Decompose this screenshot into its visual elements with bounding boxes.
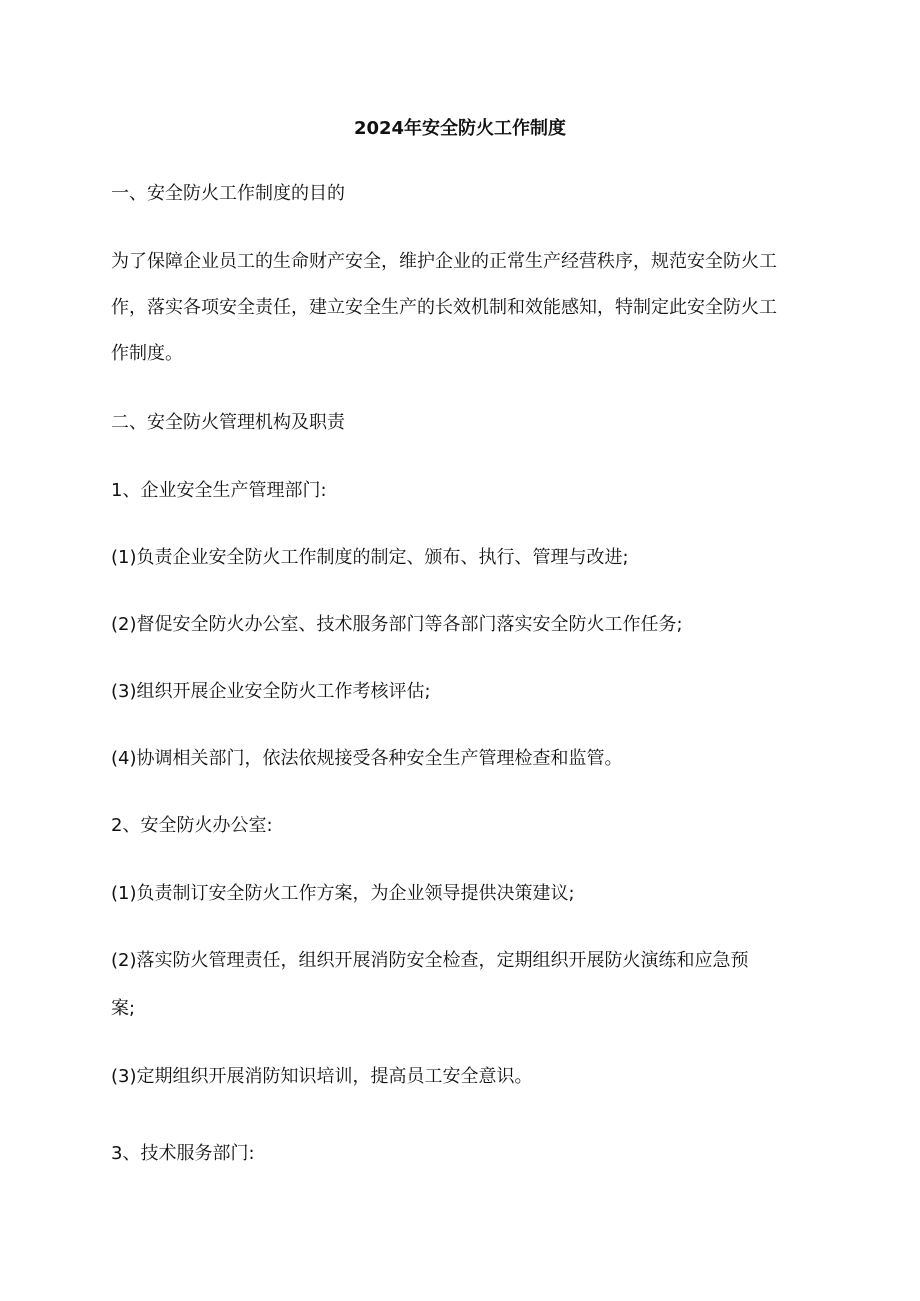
list-item: (2)落实防火管理责任，组织开展消防安全检查，定期组织开展防火演练和应急预	[111, 950, 749, 971]
paragraph-line: 作，落实各项安全责任，建立安全生产的长效机制和效能感知，特制定此安全防火工	[111, 297, 777, 318]
list-item: (3)定期组织开展消防知识培训，提高员工安全意识。	[111, 1066, 533, 1087]
list-item: (1)负责企业安全防火工作制度的制定、颁布、执行、管理与改进;	[111, 547, 629, 568]
section-heading-2: 二、安全防火管理机构及职责	[111, 412, 345, 433]
list-item: (2)督促安全防火办公室、技术服务部门等各部门落实安全防火工作任务;	[111, 614, 683, 635]
subsection-heading: 3、技术服务部门:	[111, 1143, 255, 1164]
list-item: (1)负责制订安全防火工作方案，为企业领导提供决策建议;	[111, 883, 575, 904]
list-item: (3)组织开展企业安全防火工作考核评估;	[111, 681, 431, 702]
list-item: (4)协调相关部门，依法依规接受各种安全生产管理检查和监管。	[111, 748, 623, 769]
section-heading-1: 一、安全防火工作制度的目的	[111, 183, 345, 204]
document-title: 2024年安全防火工作制度	[353, 118, 567, 139]
list-item-continuation: 案;	[111, 998, 136, 1019]
subsection-heading: 1、企业安全生产管理部门:	[111, 480, 327, 501]
paragraph-line: 为了保障企业员工的生命财产安全，维护企业的正常生产经营秩序，规范安全防火工	[111, 251, 777, 272]
paragraph-line: 作制度。	[111, 343, 183, 364]
subsection-heading: 2、安全防火办公室:	[111, 815, 273, 836]
